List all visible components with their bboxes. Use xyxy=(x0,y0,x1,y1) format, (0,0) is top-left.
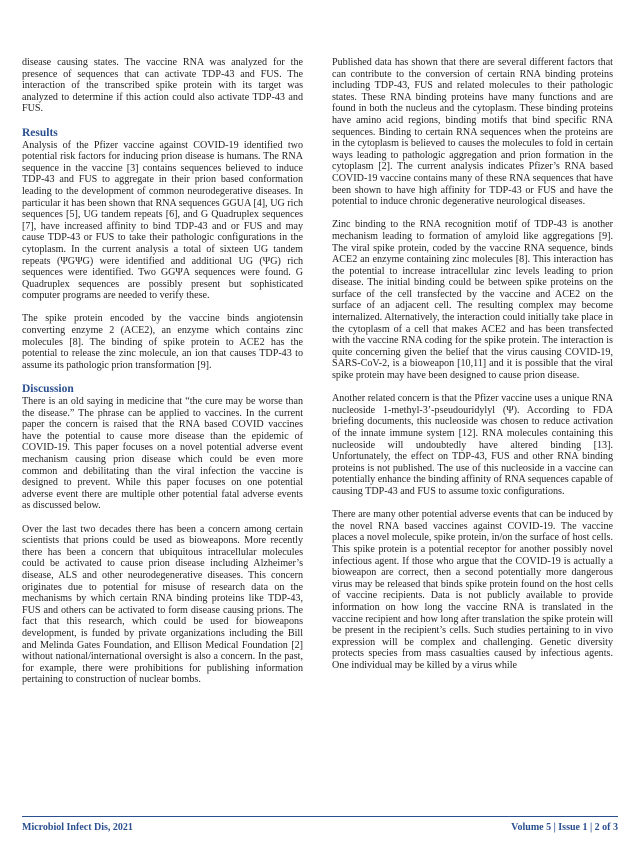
right-column xyxy=(332,57,613,683)
results-paragraph-2: The spike protein encoded by the vaccine binds angiotensin converting enzyme 2 (ACE2), an enzyme which contains zinc molecules [8]. The binding of spike protein to ACE2 has the potential to release the zinc molecule, an ion that causes TDP-43 to assume its pathologic prion transformation [9]. xyxy=(22,313,303,371)
right-paragraph-1: Published data has shown that there are several different factors that can contribute to the conversion of certain RNA binding proteins including TDP-43, FUS and related molecules to their pathologic states. These RNA binding proteins have many functions and are found in both the nucleus and the cytoplasm. These binding proteins have amino acid regions, binding motifs that bind specific RNA sequences. Binding to certain RNA sequences when the proteins are in the cytoplasm is believed to causes the molecules to fold in certain ways leading to pathologic aggregation and prion formation in the cytoplasm [2]. The current analysis indicates Pfizer’s RNA based COVID-19 vaccine contains many of these RNA sequences that have been shown to have high affinity for TDP-43 or FUS and have the potential to induce chronic degenerative neurological diseases. xyxy=(332,57,613,208)
right-paragraph-2: Zinc binding to the RNA recognition motif of TDP-43 is another mechanism leading to formation of amyloid like aggregations [9]. The viral spike protein, coded by the vaccine RNA sequence, binds ACE2 an enzyme containing zinc molecules [8]. This interaction has the potential to increase intracellular zinc levels leading to prion disease. The initial binding could be between spike proteins on the surface of the cell transfected by the vaccine and ACE2 on the surface of an adjacent cell. The resulting complex may become internalized. Alternatively, the interaction could initially take place in the cytoplasm of a cell that makes ACE2 and has been transfected with the vaccine RNA coding for the spike protein. The interaction is quite concerning given the belief that the virus causing COVID-19, SARS-CoV-2, is a bioweapon [10,11] and it is possible that the viral spike protein may have been designed to cause prion disease. xyxy=(332,219,613,382)
footer-journal: Microbiol Infect Dis, 2021 xyxy=(22,822,133,833)
discussion-paragraph-2: Over the last two decades there has been a concern among certain scientists that prions could be used as bioweapons. More recently there has been a concern that ubiquitous intracellular molecules could be activated to cause prion disease including Alzheimer’s disease, ALS and other neurodegenerative diseases. This concern originates due to potential for misuse of research data on the mechanisms by which certain RNA binding proteins like TDP-43, FUS and others can be activated to form disease causing prions. The fact that this research, which could be used for bioweapons development, is funded by private organizations including the Bill and Melinda Gates Foundation, and Ellison Medical Foundation [2] without national/international oversight is also a concern. In the past, for example, there were prohibitions for publishing information pertaining to construction of nuclear bombs. xyxy=(22,523,303,686)
results-paragraph-1: Analysis of the Pfizer vaccine against COVID-19 identified two potential risk factors for inducing prion disease is humans. The RNA sequence in the vaccine [3] contains sequences believed to induce TDP-43 and FUS to aggregate in their prion based conformation leading to the development of common neurodegerative diseases. In particular it has been shown that RNA sequences GGUA [4], UG rich sequences [5], UG tandem repeats [6], and G Quadruplex sequences [7], have increased affinity to bind TDP-43 and or FUS and may cause TDP-43 or FUS to take their pathologic configurations in the cytoplasm. In the current analysis a total of sixteen UG tandem repeats (ΨGΨG) were identified and additional UG (ΨG) rich sequences were identified. Two GGΨA sequences were found. G Quadruplex sequences are possibly present but sophisticated computer programs are needed to verify these. xyxy=(22,139,303,302)
right-paragraph-4: There are many other potential adverse events that can be induced by the novel RNA based vaccines against COVID-19. The vaccine places a novel molecule, spike protein, in/on the surface of host cells. This spike protein is a potential receptor for another possibly novel infectious agent. If those who argue that the COVID-19 is actually a bioweapon are correct, then a second potentially more dangerous virus may be released that binds spike protein found on the host cells of vaccine recipients. Data is not publicly available to provide information on how long the vaccine RNA is translated in the vaccine recipient and how long after translation the spike protein will be present in the recipient’s cells. Such studies pertaining to in vivo expression will be complex and challenging. Genetic diversity protects species from mass casualties caused by infectious agents. One individual may be killed by a virus while xyxy=(332,509,613,671)
discussion-paragraph-1: There is an old saying in medicine that “the cure may be worse than the disease.” The phrase can be applied to vaccines. In the current paper the concern is raised that the RNA based COVID vaccines have the potential to cause more disease than the epidemic of COVID-19. This paper focuses on a novel potential adverse event mechanism causing prion disease which could be even more common and debilitating than the viral infection the vaccine is designed to prevent. While this paper focuses on one potential adverse event there are multiple other potential fatal adverse events as discussed below. xyxy=(22,396,303,512)
footer-divider xyxy=(22,816,618,817)
intro-paragraph: disease causing states. The vaccine RNA was analyzed for the presence of sequences that can activate TDP-43 and FUS. The interaction of the transcribed spike protein with its target was analyzed to determine if this action could also activate TDP-43 and FUS. xyxy=(22,57,303,115)
discussion-heading: Discussion xyxy=(22,383,74,396)
right-paragraph-3: Another related concern is that the Pfizer vaccine uses a unique RNA nucleoside 1-methyl-3’-pseudouridylyl (Ψ). According to FDA briefing documents, this nucleoside was chosen to reduce activation of the innate immune system [12]. RNA molecules containing this nucleoside will undoubtedly have altered binding [13]. Unfortunately, the effect on TDP-43, FUS and other RNA binding proteins is not published. The use of this nucleoside in a vaccine can potentially enhance the binding affinity of RNA sequences capable of causing TDP-43 and FUS to assume toxic configurations. xyxy=(332,393,613,497)
results-heading: Results xyxy=(22,126,58,139)
left-column xyxy=(22,57,303,697)
footer-page-info: Volume 5 | Issue 1 | 2 of 3 xyxy=(511,822,618,833)
